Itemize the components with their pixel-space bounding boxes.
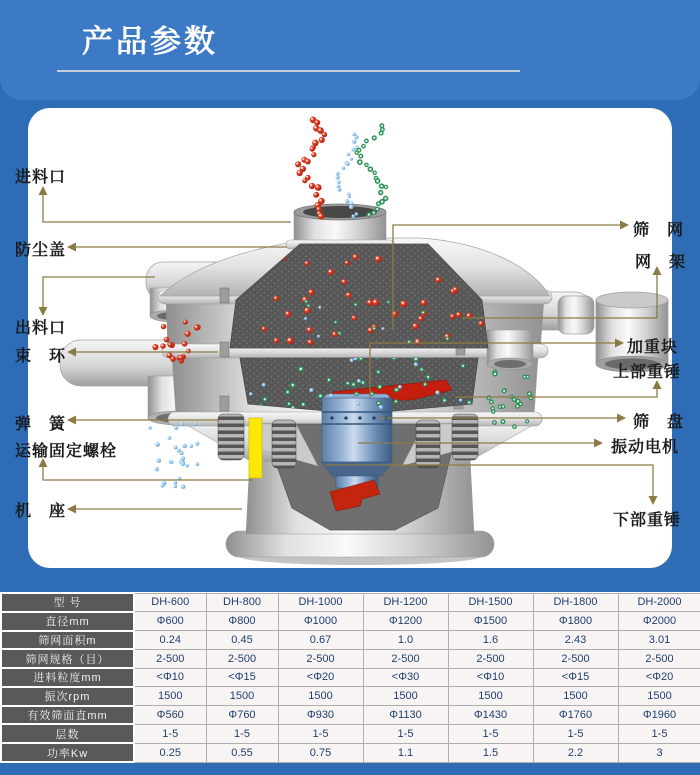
value-cell: 1-5	[448, 724, 533, 743]
spec-table	[0, 592, 700, 763]
diagram-label-screen-mesh: 筛 网	[633, 222, 685, 239]
value-cell: DH-1200	[363, 593, 448, 612]
value-cell: Φ1960	[618, 706, 700, 725]
row-label-cell: 振次rpm	[1, 687, 134, 706]
diagram-label-dust-cover: 防尘盖	[15, 242, 67, 259]
spec-table-wrap	[0, 592, 700, 763]
value-cell: 1-5	[618, 724, 700, 743]
value-cell: 2-500	[206, 649, 278, 668]
value-cell: 1.5	[448, 743, 533, 762]
value-cell: Φ1500	[448, 612, 533, 631]
value-cell: Φ2000	[618, 612, 700, 631]
value-cell: 1-5	[533, 724, 618, 743]
value-cell: 1500	[206, 687, 278, 706]
row-label-cell: 有效筛面直mm	[1, 706, 134, 725]
value-cell: 2-500	[363, 649, 448, 668]
value-cell: 3	[618, 743, 700, 762]
table-row	[1, 631, 700, 650]
value-cell: Φ1130	[363, 706, 448, 725]
value-cell: 2-500	[448, 649, 533, 668]
table-row	[1, 668, 700, 687]
value-cell: 0.55	[206, 743, 278, 762]
value-cell: <Φ10	[448, 668, 533, 687]
diagram-label-vibration-motor: 振动电机	[611, 439, 680, 456]
row-label-cell: 功率Kw	[1, 743, 134, 762]
row-label-cell: 进料粒度mm	[1, 668, 134, 687]
value-cell: <Φ15	[206, 668, 278, 687]
value-cell: <Φ10	[134, 668, 206, 687]
value-cell: 3.01	[618, 631, 700, 650]
value-cell: Φ1200	[363, 612, 448, 631]
value-cell: 1-5	[206, 724, 278, 743]
value-cell: Φ1800	[533, 612, 618, 631]
page-title: 产品参数	[82, 24, 218, 59]
value-cell: 1.6	[448, 631, 533, 650]
value-cell: 2-500	[134, 649, 206, 668]
diagram-label-upper-hammer: 上部重锤	[613, 364, 682, 381]
value-cell: 0.67	[278, 631, 363, 650]
value-cell: 1.1	[363, 743, 448, 762]
value-cell: 1500	[618, 687, 700, 706]
table-row	[1, 593, 700, 612]
value-cell: 1.0	[363, 631, 448, 650]
row-label-cell: 筛网规格（目）	[1, 649, 134, 668]
value-cell: 1-5	[134, 724, 206, 743]
right-middle-mouth	[487, 330, 533, 370]
value-cell: <Φ30	[363, 668, 448, 687]
value-cell: 1500	[363, 687, 448, 706]
value-cell: 0.24	[134, 631, 206, 650]
diagram-label-lower-hammer: 下部重锤	[613, 512, 682, 529]
value-cell: Φ600	[134, 612, 206, 631]
value-cell: DH-600	[134, 593, 206, 612]
value-cell: Φ760	[206, 706, 278, 725]
value-cell: 2.2	[533, 743, 618, 762]
value-cell: <Φ20	[278, 668, 363, 687]
value-cell: DH-800	[206, 593, 278, 612]
row-label-cell: 型 号	[1, 593, 134, 612]
diagram-label-weight-block: 加重块	[627, 339, 679, 356]
value-cell: DH-1800	[533, 593, 618, 612]
value-cell: 1500	[448, 687, 533, 706]
value-cell: 2-500	[618, 649, 700, 668]
value-cell: 1500	[533, 687, 618, 706]
value-cell: 1-5	[363, 724, 448, 743]
diagram-label-feed-inlet: 进料口	[15, 169, 67, 186]
table-row	[1, 649, 700, 668]
diagram-label-discharge-outlet: 出料口	[15, 320, 67, 337]
diagram-label-transport-fixing-bolt: 运输固定螺栓	[15, 443, 118, 460]
value-cell: 1500	[134, 687, 206, 706]
value-cell: DH-1000	[278, 593, 363, 612]
value-cell: DH-1500	[448, 593, 533, 612]
row-label-cell: 层数	[1, 724, 134, 743]
table-row	[1, 612, 700, 631]
diagram-label-spring: 弹 簧	[15, 416, 67, 433]
diagram-label-clamp-ring: 束 环	[15, 348, 67, 365]
table-row	[1, 687, 700, 706]
diagram-label-sieve-tray: 筛 盘	[633, 414, 685, 431]
diagram-label-mesh-frame: 网 架	[635, 254, 687, 271]
value-cell: Φ800	[206, 612, 278, 631]
value-cell: 1500	[278, 687, 363, 706]
value-cell: Φ560	[134, 706, 206, 725]
transport-bolt-strip	[249, 418, 262, 478]
value-cell: Φ930	[278, 706, 363, 725]
value-cell: Φ1760	[533, 706, 618, 725]
table-row	[1, 724, 700, 743]
table-row	[1, 743, 700, 762]
value-cell: 2-500	[533, 649, 618, 668]
value-cell: Φ1430	[448, 706, 533, 725]
value-cell: 0.75	[278, 743, 363, 762]
row-label-cell: 直径mm	[1, 612, 134, 631]
diagram-label-machine-base: 机 座	[15, 503, 67, 520]
value-cell: 0.25	[134, 743, 206, 762]
table-row	[1, 706, 700, 725]
row-label-cell: 筛网面积m	[1, 631, 134, 650]
value-cell: 2-500	[278, 649, 363, 668]
value-cell: <Φ20	[618, 668, 700, 687]
value-cell: 2.43	[533, 631, 618, 650]
value-cell: 1-5	[278, 724, 363, 743]
value-cell: DH-2000	[618, 593, 700, 612]
value-cell: 0.45	[206, 631, 278, 650]
value-cell: <Φ15	[533, 668, 618, 687]
value-cell: Φ1000	[278, 612, 363, 631]
blue-falling-particles	[148, 422, 199, 489]
